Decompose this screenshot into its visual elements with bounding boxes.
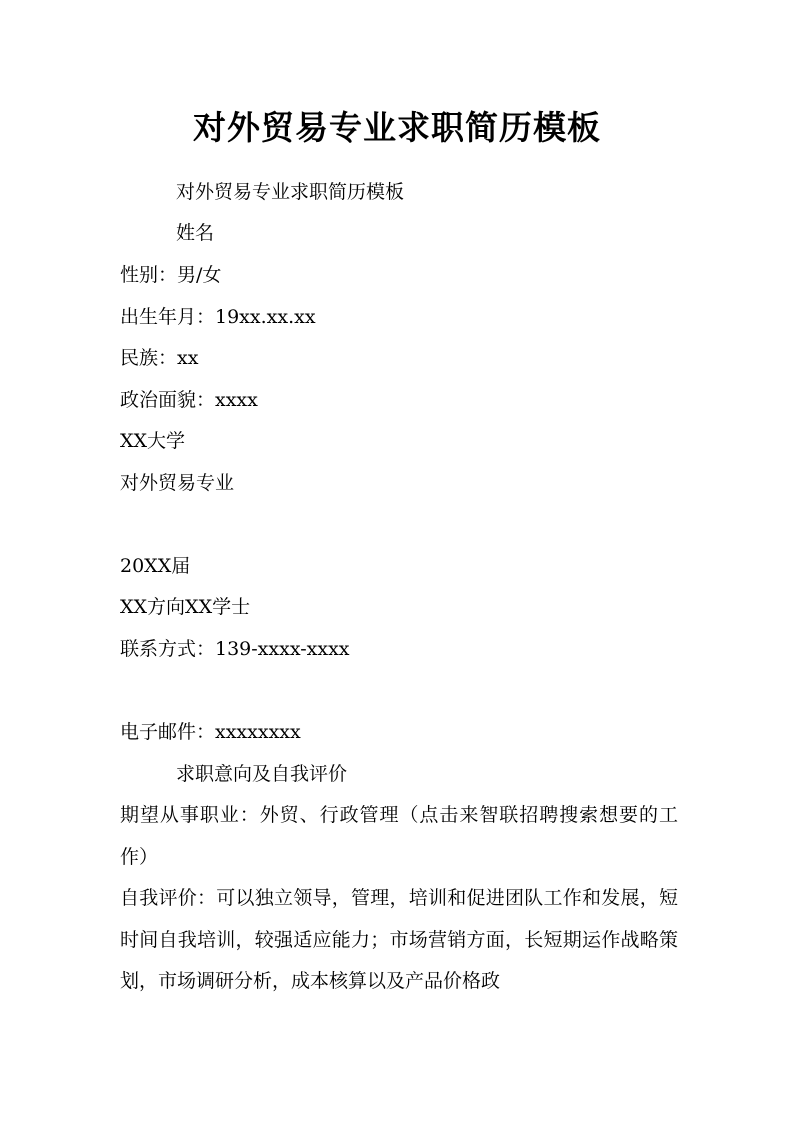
subtitle: 对外贸易专业求职简历模板	[176, 181, 405, 203]
contact-field: 联系方式：139-xxxx-xxxx	[120, 638, 350, 660]
birth-field: 出生年月：19xx.xx.xx	[120, 306, 316, 328]
political-status-field: 政治面貌：xxxx	[120, 389, 258, 411]
section-heading: 求职意向及自我评价	[176, 763, 348, 785]
major-field: 对外贸易专业	[120, 472, 235, 494]
university-field: XX大学	[120, 430, 186, 452]
name-label: 姓名	[176, 222, 215, 244]
gender-field: 性别：男/女	[120, 264, 222, 286]
graduation-year-field: 20XX届	[120, 555, 191, 577]
ethnicity-field: 民族：xx	[120, 347, 199, 369]
document-title: 对外贸易专业求职简历模板	[193, 108, 601, 147]
email-field: 电子邮件：xxxxxxxx	[120, 721, 301, 743]
self-evaluation-paragraph: 自我评价：可以独立领导，管理，培训和促进团队工作和发展，短时间自我培训，较强适应能力；市场营销方面，长短期运作战略策划，市场调研分析，成本核算以及产品价格政	[120, 887, 678, 992]
career-goal-paragraph: 期望从事职业：外贸、行政管理（点击来智联招聘搜索想要的工作）	[120, 804, 678, 868]
degree-field: XX方向XX学士	[120, 596, 251, 618]
